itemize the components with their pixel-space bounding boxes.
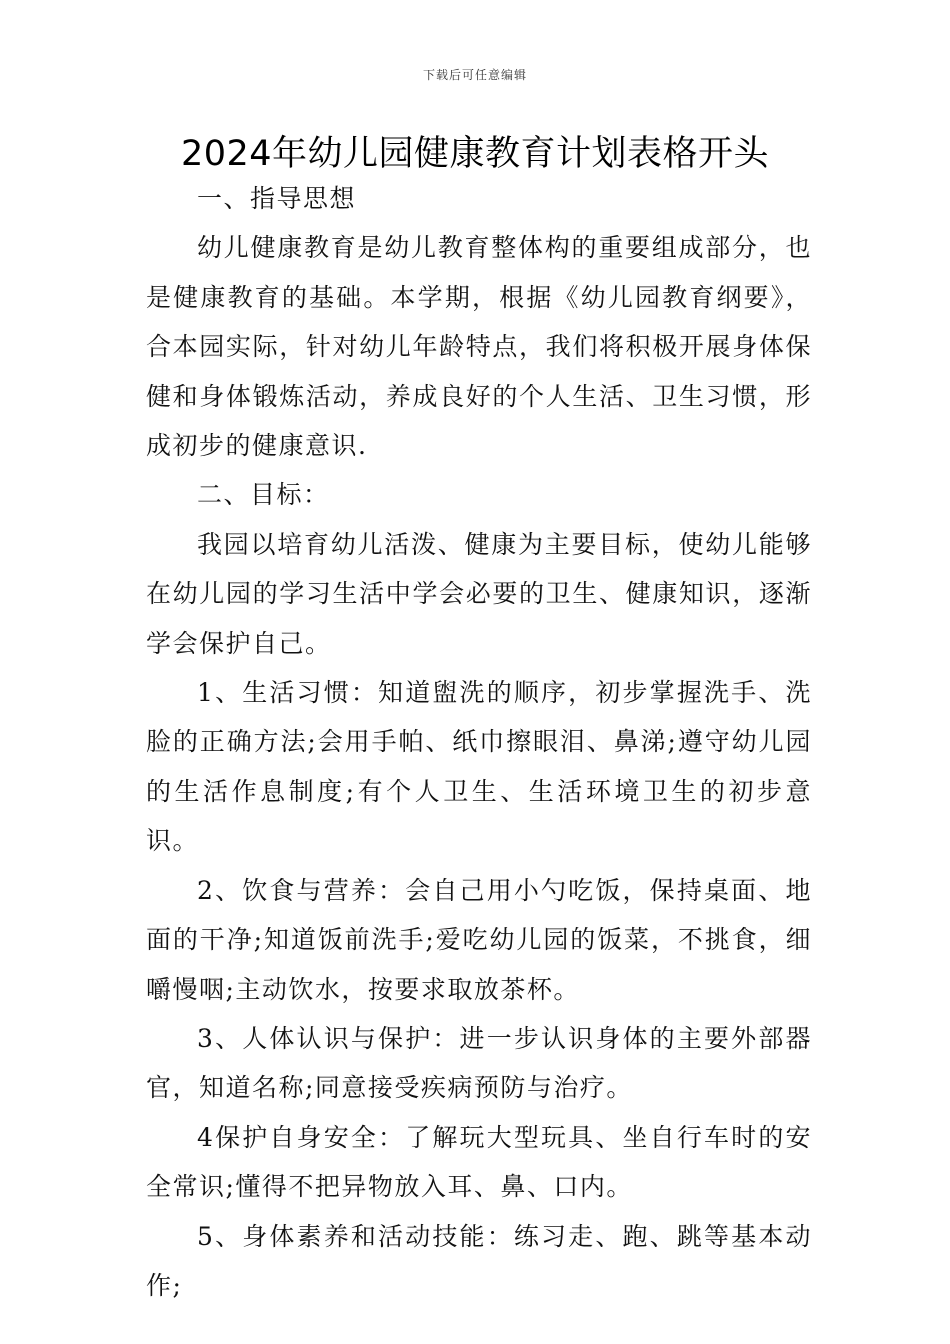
goal-item-self-safety: 4保护自身安全：了解玩大型玩具、坐自行车时的安全常识;懂得不把异物放入耳、鼻、口内。 — [146, 1122, 812, 1202]
section-heading-guiding-ideology: 一、指导思想 — [197, 184, 357, 213]
goal-item-diet-nutrition: 2、饮食与营养：会自己用小勺吃饭，保持桌面、地面的干净;知道饭前洗手;爱吃幼儿园的饭菜，不挑食，细嚼慢咽;主动饮水，按要求取放茶杯。 — [146, 875, 812, 1004]
goal-item-physical-skills: 5、身体素养和活动技能：练习走、跑、跳等基本动作; — [146, 1221, 812, 1300]
goal-item-living-habits: 1、生活习惯：知道盥洗的顺序，初步掌握洗手、洗脸的正确方法;会用手帕、纸巾擦眼泪、鼻涕;遵守幼儿园的生活作息制度;有个人卫生、生活环境卫生的初步意识。 — [146, 678, 812, 856]
paragraph-guiding-ideology: 幼儿健康教育是幼儿教育整体构的重要组成部分，也是健康教育的基础。本学期，根据《幼儿园教育纲要》，合本园实际，针对幼儿年龄特点，我们将积极开展身体保健和身体锻炼活动，养成良好的个人生活、卫生习惯，形成初步的健康意识. — [146, 233, 812, 461]
document-body — [146, 174, 812, 1310]
document-title: 2024年幼儿园健康教育计划表格开头 — [180, 134, 770, 174]
page-header: 下载后可任意编辑 — [422, 68, 527, 82]
goal-item-body-awareness: 3、人体认识与保护：进一步认识身体的主要外部器官，知道名称;同意接受疾病预防与治疗。 — [146, 1023, 812, 1103]
section-heading-goals: 二、目标： — [197, 480, 330, 510]
paragraph-goals-intro: 我园以培育幼儿活泼、健康为主要目标，使幼儿能够在幼儿园的学习生活中学会必要的卫生、健康知识，逐渐学会保护自己。 — [146, 529, 812, 658]
